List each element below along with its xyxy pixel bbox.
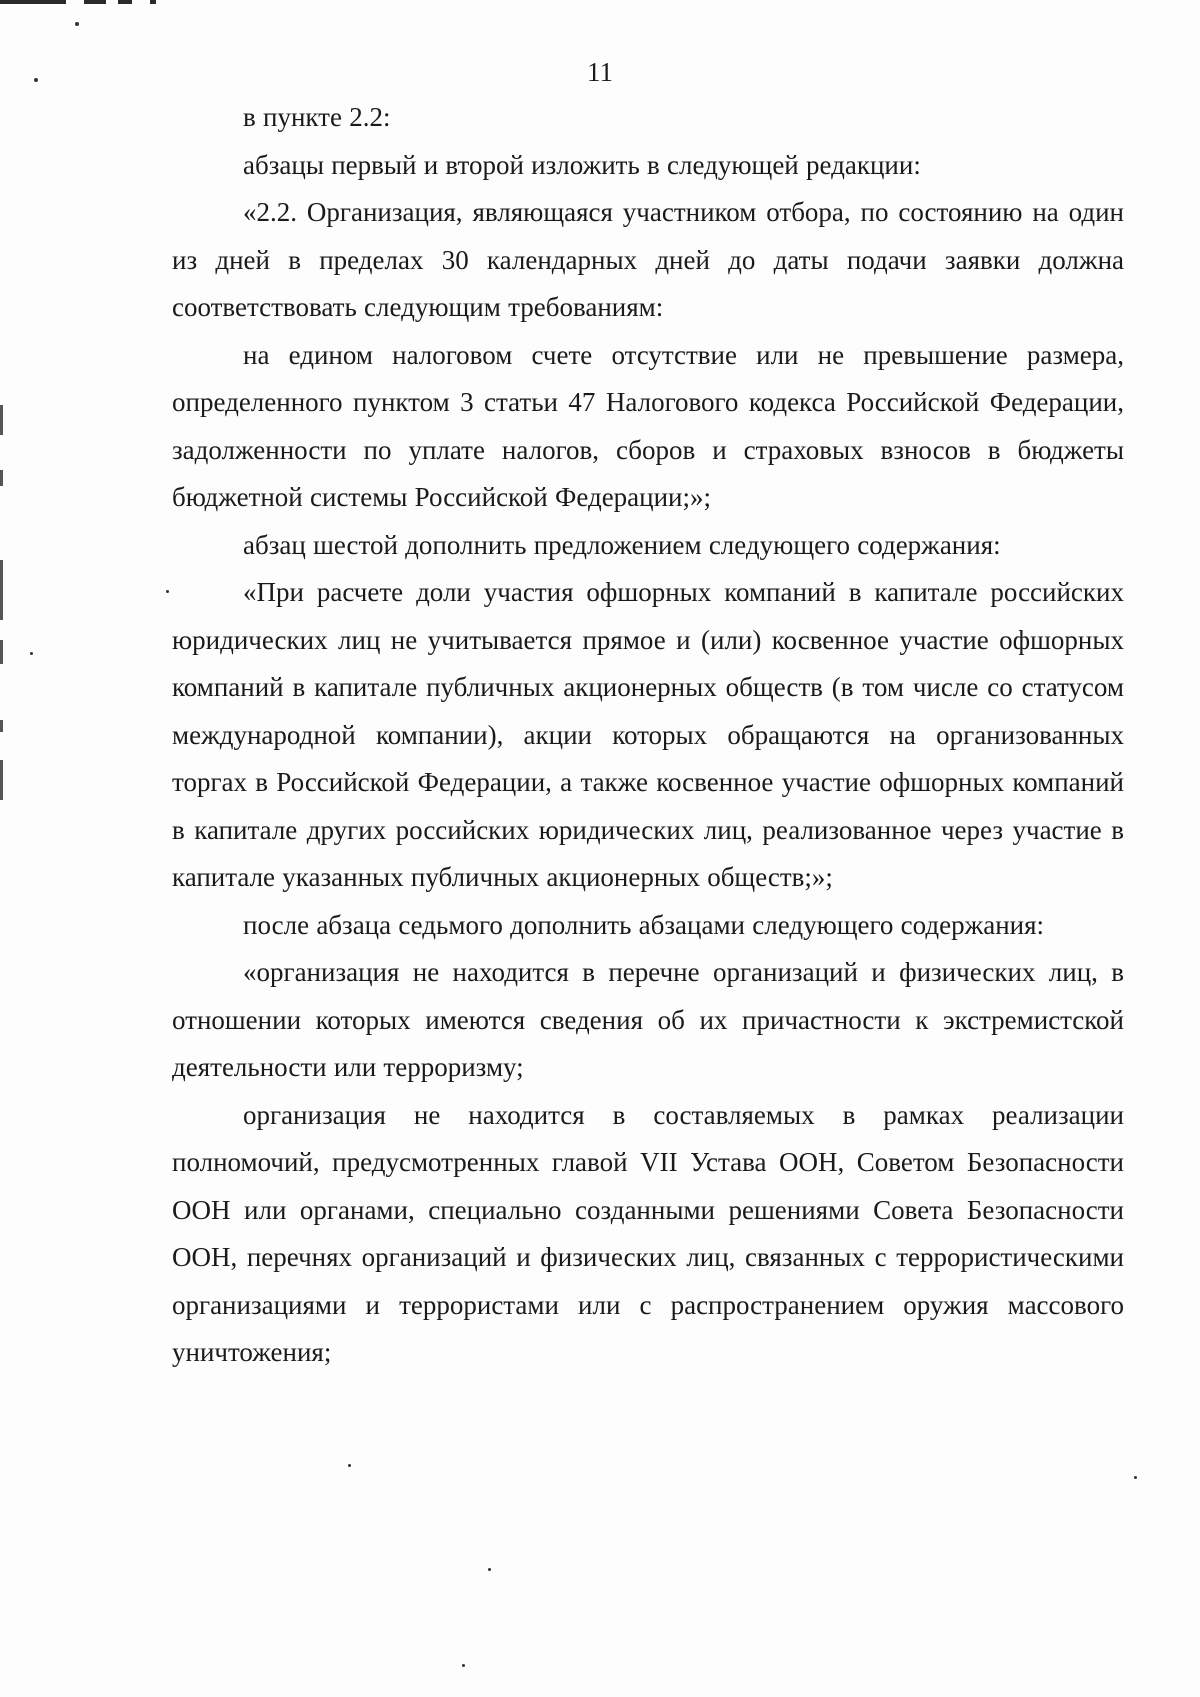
paragraph: после абзаца седьмого дополнить абзацами следующего содержания: <box>243 909 1045 940</box>
scan-speck <box>75 22 79 26</box>
scan-speck <box>30 652 33 655</box>
scan-artifact-edge <box>0 405 3 435</box>
page-number: 11 <box>587 57 613 87</box>
scan-artifact-edge <box>0 760 3 800</box>
paragraph: «2.2. Организация, являющаяся участником отбора, по состоянию на один из дней в пределах 30 календарных дней до даты подачи заявки должна соответствовать следующим требованиям: <box>172 197 1124 322</box>
scan-speck <box>462 1664 465 1667</box>
paragraph: абзацы первый и второй изложить в следующей редакции: <box>243 149 921 180</box>
scan-speck <box>34 78 38 82</box>
scan-artifact-top <box>0 0 200 6</box>
paragraph: абзац шестой дополнить предложением следующего содержания: <box>243 529 1001 560</box>
paragraph: в пункте 2.2: <box>243 102 391 132</box>
document-body <box>172 94 1124 1377</box>
paragraph: «организация не находится в перечне организаций и физических лиц, в отношении которых имеются сведения об их причастности к экстремистской деятельности или терроризму; <box>172 957 1124 1082</box>
scan-speck <box>166 590 169 593</box>
scan-artifact-edge <box>0 560 3 620</box>
scan-artifact-edge <box>0 470 3 486</box>
scan-artifact-edge <box>0 640 3 664</box>
scan-speck <box>1134 1476 1137 1479</box>
paragraph: организация не находится в составляемых в рамках реализации полномочий, предусмотренных главой VII Устава ООН, Советом Безопасности ООН или органами, специально созданными решениями Совета Безопасности ООН, перечнях организаций и физических лиц, связанных с террористическими организациями и террористами или с распространением оружия массового уничтожения; <box>172 1099 1124 1367</box>
paragraph: на едином налоговом счете отсутствие или не превышение размера, определенного пунктом 3 статьи 47 Налогового кодекса Российской Федерации, задолженности по уплате налогов, сборов и страховых взносов в бюджеты бюджетной системы Российской Федерации;»; <box>172 339 1124 512</box>
scan-speck <box>488 1568 491 1571</box>
scan-artifact-edge <box>0 720 3 732</box>
paragraph: «При расчете доли участия офшорных компаний в капитале российских юридических лиц не учитывается прямое и (или) косвенное участие офшорных компаний в капитале публичных акционерных обществ (в том числе со статусом международной компании), акции которых обращаются на организованных торгах в Российской Федерации, а также косвенное участие офшорных компаний в капитале других российских юридических лиц, реализованное через участие в капитале указанных публичных акционерных обществ;»; <box>172 577 1124 892</box>
scan-speck <box>348 1464 351 1467</box>
